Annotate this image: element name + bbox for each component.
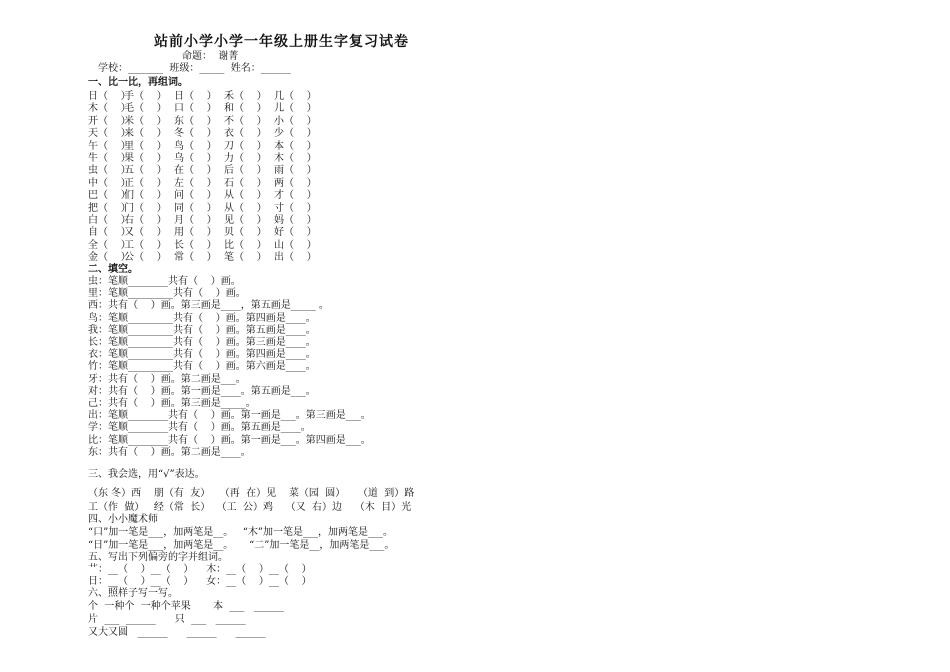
compare-cell[interactable]: 米（ ） [124,115,167,127]
compare-cell[interactable]: 力（ ） [224,152,267,164]
fill-in-line[interactable]: 出：笔顺________共有（ ）画。第一画是___。第三画是___。 [88,410,371,422]
compare-cell[interactable]: 牛（ ） [88,152,131,164]
compare-cell[interactable]: 又（ ） [124,227,167,239]
compare-cell[interactable]: 才（ ） [274,190,317,202]
fill-in-line[interactable]: 我：笔顺_________共有（ ）画。第五画是____。 [88,324,316,336]
radical-line: 日：__（ ）__（ ） 女：__（ ）__（ ） [88,576,312,587]
compare-cell[interactable]: 公（ ） [124,252,167,264]
compare-cell[interactable]: 开（ ） [88,115,131,127]
compare-cell[interactable]: 工（ ） [124,239,167,251]
page-title: 站前小学小学一年级上册生字复习试卷 [154,34,409,50]
example-line: 个 一种个 一种个苹果 本 ___ ______ [88,601,284,612]
compare-cell[interactable]: 正（ ） [124,177,167,189]
fill-in-line[interactable]: 竹：笔顺_________共有（ ）画。第六画是____。 [88,361,316,373]
compare-cell[interactable]: 问（ ） [174,190,217,202]
compare-cell[interactable]: 用（ ） [174,227,217,239]
fill-in-line[interactable]: 鸟：笔顺_________共有（ ）画。第四画是____。 [88,312,316,324]
compare-cell[interactable]: 日（ ） [88,91,131,102]
compare-cell[interactable]: 果（ ） [124,152,167,164]
compare-cell[interactable]: 木（ ） [88,103,131,115]
compare-cell[interactable]: 门（ ） [124,202,167,214]
compare-cell[interactable]: 左（ ） [174,177,217,189]
fill-in-line[interactable]: 西：共有（ ）画。第三画是____，第五画是_____ 。 [88,300,329,312]
fill-in-line[interactable]: 里：笔顺_________共有（ ）画。 [88,288,246,300]
compare-cell[interactable]: 乌（ ） [174,152,217,164]
section5-heading: 五、写出下列偏旁的字并组词。 [88,552,228,563]
compare-cell[interactable]: 同（ ） [174,202,217,214]
compare-cell[interactable]: 在（ ） [174,165,217,177]
info-line: 学校：_______ 班级：_____ 姓名：______ [98,63,291,74]
compare-cell[interactable]: 们（ ） [124,190,167,202]
compare-cell[interactable]: 毛（ ） [124,103,167,115]
magic-line: “日”加一笔是___，加两笔是__。 “二”加一笔是__，加两笔是___。 [88,540,395,551]
compare-cell[interactable]: 两（ ） [274,177,317,189]
compare-cell[interactable]: 从（ ） [224,190,267,202]
compare-cell[interactable]: 少（ ） [274,128,317,140]
example-line: 片 ___ ______ 只 ___ ______ [88,614,246,625]
compare-cell[interactable]: 比（ ） [224,239,267,251]
compare-cell[interactable]: 巴（ ） [88,190,131,202]
compare-cell[interactable]: 和（ ） [224,103,267,115]
fill-in-line[interactable]: 牙：共有（ ）画。第二画是___。 [88,373,246,385]
section1-heading: 一、比一比，再组词。 [88,77,188,88]
magic-line: “口”加一笔是___，加两笔是__。 “木”加一笔是___，加两笔是___。 [88,527,393,538]
compare-cell[interactable]: 鸟（ ） [174,140,217,152]
fill-in-line[interactable]: 比：笔顺________共有（ ）画。第一画是___。第四画是___。 [88,434,371,446]
compare-cell[interactable]: 自（ ） [88,227,131,239]
compare-cell[interactable]: 东（ ） [174,115,217,127]
compare-cell[interactable]: 几（ ） [274,91,317,102]
compare-cell[interactable]: 口（ ） [174,103,217,115]
compare-cell[interactable]: 午（ ） [88,140,131,152]
fill-in-line[interactable]: 衣：笔顺_________共有（ ）画。第四画是____。 [88,349,316,361]
section2-heading: 二、填空。 [88,264,138,275]
compare-cell[interactable]: 五（ ） [124,165,167,177]
compare-cell[interactable]: 不（ ） [224,115,267,127]
author-line: 命题： 谢菁 [182,51,239,62]
compare-cell[interactable]: 木（ ） [274,152,317,164]
section4-heading: 四、小小魔术师 [88,514,158,525]
compare-cell[interactable]: 来（ ） [124,128,167,140]
compare-cell[interactable]: 贝（ ） [224,227,267,239]
compare-cell[interactable]: 本（ ） [274,140,317,152]
section6-heading: 六、照样子写一写。 [88,588,178,599]
section3-heading: 三、我会选，用“√”表达。 [88,469,205,480]
compare-cell[interactable]: 小（ ） [274,115,317,127]
compare-cell[interactable]: 雨（ ） [274,165,317,177]
fill-in-line[interactable]: 对：共有（ ）画。第一画是____。第五画是___。 [88,385,316,397]
compare-cell[interactable]: 见（ ） [224,214,267,226]
fill-in-line[interactable]: 学：笔顺________共有（ ）画。第五画是____。 [88,422,311,434]
fill-in-line[interactable]: 东：共有（ ）画。第二画是____。 [88,446,251,458]
compare-cell[interactable]: 石（ ） [224,177,267,189]
compare-cell[interactable]: 虫（ ） [88,165,131,177]
compare-cell[interactable]: 中（ ） [88,177,131,189]
compare-cell[interactable]: 妈（ ） [274,214,317,226]
choice-line: （东 冬）西 朋（有 友） （再 在）见 菜（园 圆） （道 到）路 [88,488,415,499]
radical-line: 艹：__（ ）__（ ） 木：__（ ）__（ ） [88,564,312,575]
example-line: 又大又圆 ______ ______ ______ [88,627,266,638]
compare-cell[interactable]: 全（ ） [88,239,131,251]
compare-cell[interactable]: 冬（ ） [174,128,217,140]
compare-cell[interactable]: 好（ ） [274,227,317,239]
compare-cell[interactable]: 把（ ） [88,202,131,214]
fill-in-line[interactable]: 虫：笔顺________共有（ ）画。 [88,276,241,287]
compare-cell[interactable]: 寸（ ） [274,202,317,214]
fill-in-line[interactable]: 己：共有（ ）画。第三画是_____。 [88,398,256,409]
choice-line: 工（作 做） 经（常 长） （工 公）鸡 （又 右）边 （木 目）光 [88,502,412,513]
compare-cell[interactable]: 日（ ） [174,91,217,102]
compare-cell[interactable]: 出（ ） [274,252,317,264]
compare-cell[interactable]: 笔（ ） [224,252,267,264]
compare-cell[interactable]: 里（ ） [124,140,167,152]
compare-cell[interactable]: 刀（ ） [224,140,267,152]
compare-cell[interactable]: 手（ ） [124,91,167,102]
compare-cell[interactable]: 衣（ ） [224,128,267,140]
compare-cell[interactable]: 右（ ） [124,214,167,226]
compare-cell[interactable]: 后（ ） [224,165,267,177]
fill-in-line[interactable]: 长：笔顺_________共有（ ）画。第三画是____。 [88,337,316,348]
compare-cell[interactable]: 儿（ ） [274,103,317,115]
compare-cell[interactable]: 金（ ） [88,252,131,264]
compare-cell[interactable]: 月（ ） [174,214,217,226]
compare-cell[interactable]: 天（ ） [88,128,131,140]
compare-cell[interactable]: 山（ ） [274,239,317,251]
compare-cell[interactable]: 白（ ） [88,214,131,226]
compare-cell[interactable]: 长（ ） [174,239,217,251]
compare-cell[interactable]: 常（ ） [174,252,217,264]
compare-cell[interactable]: 从（ ） [224,202,267,214]
compare-cell[interactable]: 禾（ ） [224,91,267,102]
